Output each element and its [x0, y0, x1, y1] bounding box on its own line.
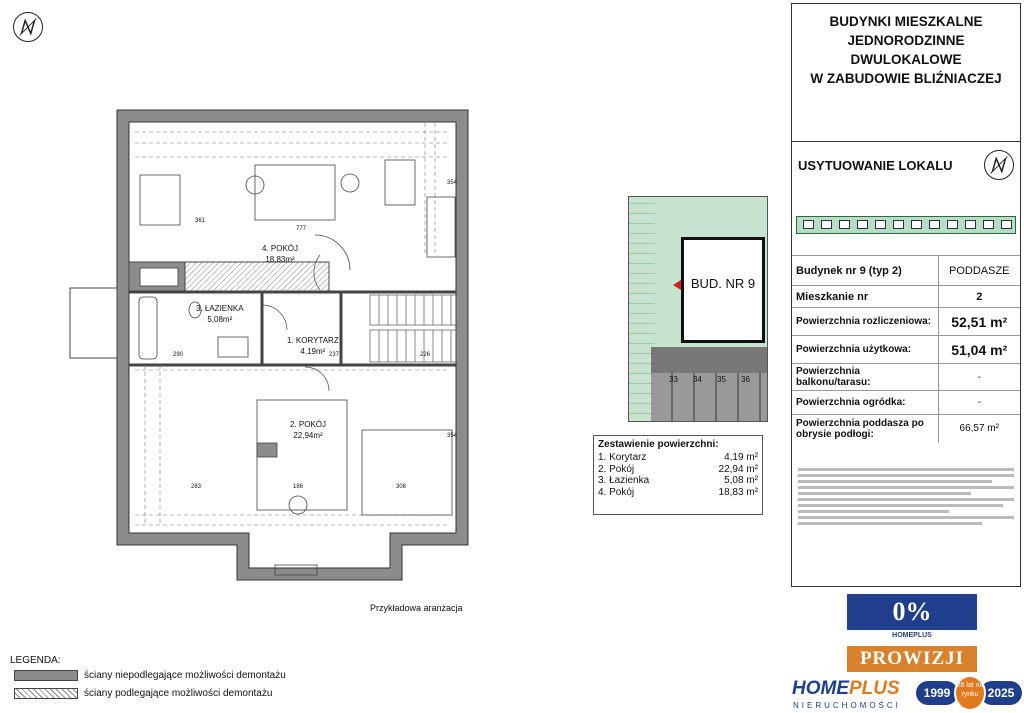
unit-number: 34 — [693, 375, 702, 384]
info-panel — [791, 3, 1021, 587]
summary-row: 3. Łazienka 5,08 m² — [598, 475, 758, 486]
dimension-label: 186 — [293, 484, 304, 490]
info-row: Powierzchnia użytkowa: 51,04 m² — [792, 336, 1020, 364]
room4-label: 4. POKÓJ 18,83m² — [262, 244, 299, 264]
dimension-label: 354 — [447, 180, 458, 186]
info-row: Budynek nr 9 (typ 2) PODDASZE — [792, 256, 1020, 286]
unit-number: 35 — [717, 375, 726, 384]
summary-row: 1. Korytarz 4,19 m² — [598, 452, 758, 463]
brand-subtitle: NIERUCHOMOŚCI — [793, 701, 901, 710]
site-plan — [628, 196, 768, 422]
year-end: 2025 — [980, 681, 1022, 705]
floor-plan — [65, 105, 485, 585]
room1-label: 1. KORYTARZ 4,19m² — [287, 336, 339, 356]
dimension-label: 361 — [195, 218, 206, 224]
flat-marker-icon — [673, 280, 681, 290]
arrangement-caption: Przykładowa aranżacja — [370, 603, 463, 613]
project-title: BUDYNKI MIESZKALNE JEDNORODZINNE DWULOKALOWE W ZABUDOWIE BLIŹNIACZEJ — [792, 4, 1020, 142]
dimension-label: 308 — [396, 484, 407, 490]
area-summary — [593, 435, 763, 515]
bay-window — [70, 288, 117, 358]
dimension-label: 283 — [191, 484, 202, 490]
dimension-label: 354 — [447, 433, 458, 439]
staircase — [370, 295, 456, 362]
year-start: 1999 — [916, 681, 958, 705]
dimension-label: 290 — [173, 352, 184, 358]
dimension-label: 777 — [296, 226, 307, 232]
summary-row: 4. Pokój 18,83 m² — [598, 486, 758, 498]
info-row: Powierzchnia rozliczeniowa: 52,51 m² — [792, 308, 1020, 336]
estate-minimap — [796, 216, 1016, 234]
legend-item: ściany niepodlegające możliwości demontażu — [14, 670, 286, 681]
room2-furniture — [257, 400, 452, 575]
fine-print-notes — [798, 465, 1014, 571]
commission-badge — [847, 594, 977, 672]
solid-wall-swatch — [14, 670, 78, 681]
north-arrow-icon — [984, 150, 1014, 180]
provision-label: PROWIZJI — [847, 646, 977, 672]
north-arrow-icon — [13, 12, 43, 42]
building-label: BUD. NR 9 — [690, 276, 756, 291]
info-row: Powierzchnia balkonu/tarasu: - — [792, 364, 1020, 391]
info-row: Powierzchnia ogródka: - — [792, 391, 1020, 415]
location-heading: USYTUOWANIE LOKALU — [798, 158, 953, 173]
unit-number: 33 — [669, 375, 678, 384]
unit-number: 36 — [741, 375, 750, 384]
building-outline — [681, 237, 765, 343]
info-row: Powierzchnia poddasza po obrysie podłogi: 66,57 m² — [792, 415, 1020, 443]
years-on-market-badge: 26 lat na rynku — [954, 675, 986, 711]
homeplus-logo: HOMEPLUS — [792, 678, 900, 699]
info-row: Mieszkanie nr 2 — [792, 286, 1020, 308]
dimension-label: 226 — [420, 352, 431, 358]
legend-item: ściany podlegające możliwości demontażu — [14, 688, 272, 699]
summary-heading: Zestawienie powierzchni: — [598, 439, 719, 450]
info-table — [792, 255, 1020, 443]
zero-percent: 0% — [847, 594, 977, 630]
dimension-label: 237 — [329, 352, 340, 358]
legend-title: LEGENDA: — [10, 655, 61, 666]
room3-label: 3. ŁAZIENKA 5,08m² — [196, 304, 244, 324]
room2-label: 2. POKÓJ 22,94m² — [290, 420, 327, 440]
mini-brand: HOMEPLUS — [847, 630, 977, 642]
removable-wall-swatch — [14, 688, 78, 699]
summary-row: 2. Pokój 22,94 m² — [598, 463, 758, 475]
